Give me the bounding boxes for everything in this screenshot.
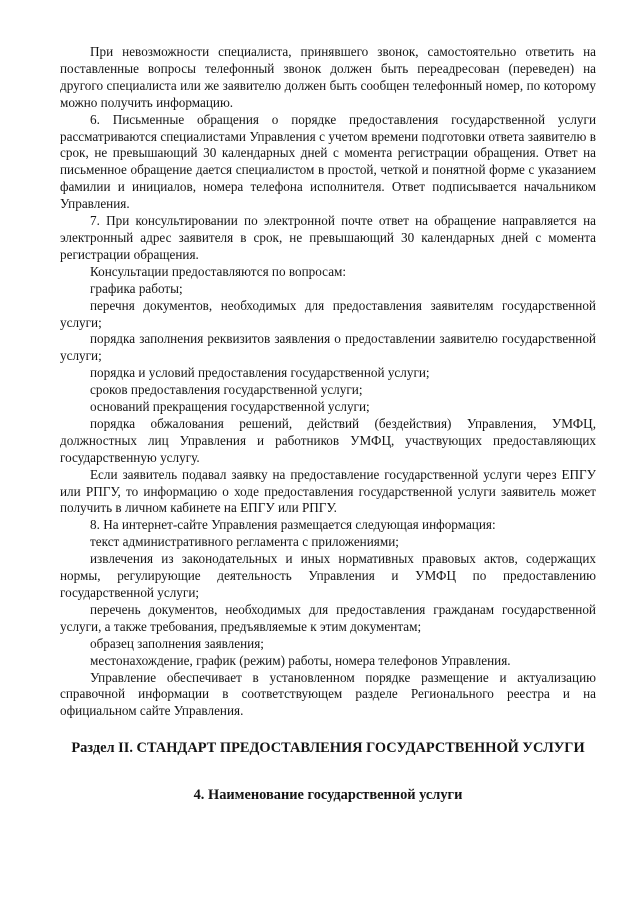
list-item: сроков предоставления государственной услуги; bbox=[90, 382, 363, 398]
list-item: порядка обжалования решений, действий (бездействия) Управления, УМФЦ, должностных лиц Управления и работников УМФЦ, участвующих предоставляющих государственную услугу. bbox=[60, 415, 596, 465]
section-heading: Раздел II. СТАНДАРТ ПРЕДОСТАВЛЕНИЯ ГОСУДАРСТВЕННОЙ УСЛУГИ bbox=[71, 740, 585, 757]
list-item: местонахождение, график (режим) работы, номера телефонов Управления. bbox=[90, 652, 511, 668]
list-item: оснований прекращения государственной услуги; bbox=[90, 399, 370, 415]
list-item: перечень документов, необходимых для предоставления гражданам государственной услуги, а также требования, предъявляемые к этим документам; bbox=[60, 601, 596, 634]
list-item: порядка и условий предоставления государственной услуги; bbox=[90, 365, 430, 381]
paragraph-item-8: 8. На интернет-сайте Управления размещается следующая информация: bbox=[90, 517, 496, 533]
list-item: текст административного регламента с приложениями; bbox=[90, 534, 399, 550]
list-item: графика работы; bbox=[90, 280, 183, 296]
paragraph-item-7: 7. При консультировании по электронной почте ответ на обращение направляется на электронный адрес заявителя в срок, не превышающий 30 календарных дней с момента регистрации обращения. bbox=[60, 213, 596, 262]
subsection-heading: 4. Наименование государственной услуги bbox=[193, 787, 463, 804]
paragraph-registry-update: Управление обеспечивает в установленном порядке размещение и актуализацию справочной информации в соответствующем разделе Регионального реестра и на официальном сайте Управления. bbox=[60, 669, 596, 719]
paragraph-forwarding-call: При невозможности специалиста, принявшего звонок, самостоятельно ответить на поставленные вопросы телефонный звонок должен быть переадресован (переведен) на другого специалиста или же заявителю должен быть сообщен телефонный номер, по которому можно получить информацию. bbox=[60, 44, 596, 110]
list-item: извлечения из законодательных и иных нормативных правовых актов, содержащих нормы, регулирующие деятельность Управления и УМФЦ по предоставлению государственной услуги; bbox=[60, 551, 596, 600]
paragraph-consultation-topics: Консультации предоставляются по вопросам: bbox=[90, 263, 347, 279]
paragraph-epgu-rpgu: Если заявитель подавал заявку на предоставление государственной услуги через ЕПГУ или РПГУ, то информацию о ходе предоставления государственной услуги заявитель может получить в личном кабинете на ЕПГУ или РПГУ. bbox=[60, 466, 596, 516]
list-item: перечня документов, необходимых для предоставления заявителям государственной услуги; bbox=[60, 297, 596, 330]
paragraph-item-6: 6. Письменные обращения о порядке предоставления государственной услуги рассматриваются специалистами Управления с учетом времени подготовки ответа заявителю в срок, не превышающий 30 календарных дней с момента регистрации обращения. Ответ на письменное обращение дается специалистом в простой, четкой и понятной форме с указанием фамилии и инициалов, номера телефона исполнителя. Ответ подписывается начальником Управления. bbox=[60, 111, 596, 212]
list-item: порядка заполнения реквизитов заявления о предоставлении заявителю государственной услуги; bbox=[60, 331, 596, 364]
list-item: образец заполнения заявления; bbox=[90, 635, 264, 651]
